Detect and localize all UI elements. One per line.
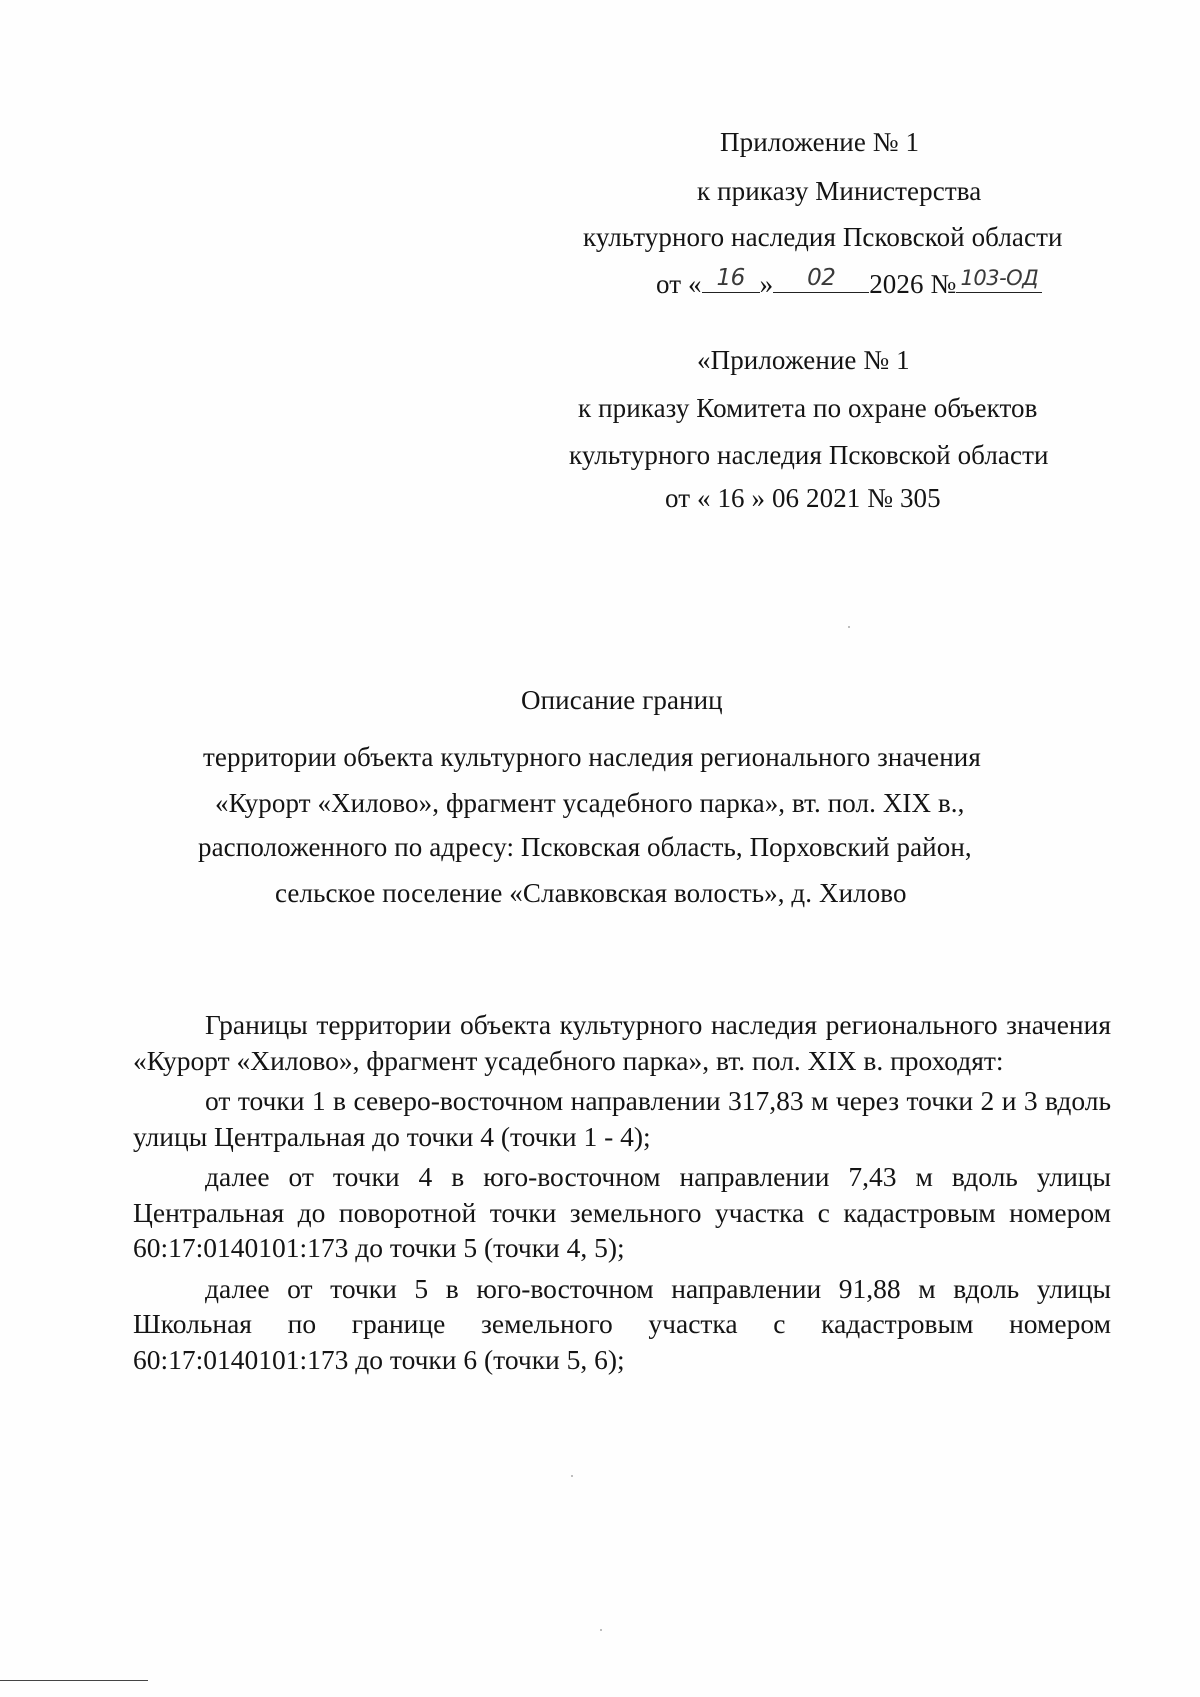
annex2-line1: «Приложение № 1 xyxy=(697,345,910,375)
annex1-year-no: 2026 № xyxy=(869,269,957,299)
annex1-date-line xyxy=(656,266,1042,300)
annex1-line2: к приказу Министерства xyxy=(697,176,982,206)
title-line1: Описание границ xyxy=(521,685,723,715)
annex1-date-prefix: от « xyxy=(656,269,702,299)
annex1-date-mid: » xyxy=(759,269,774,299)
scan-speck xyxy=(571,1475,573,1477)
body-text xyxy=(133,1007,1111,1377)
annex1-month-handwritten: 02 xyxy=(807,265,836,291)
annex2-line2: к приказу Комитета по охране объектов xyxy=(578,393,1038,423)
body-paragraph-2: далее от точки 4 в юго-восточном направлении 7,43 м вдоль улицы Центральная до поворотной точки земельного участка с кадастровым номером 60:17:0140101:173 до точки 5 (точки 4, 5); xyxy=(133,1161,1111,1263)
scan-speck xyxy=(848,626,850,628)
annex2-line3: культурного наследия Псковской области xyxy=(569,440,1049,470)
footnote-rule xyxy=(0,1680,148,1681)
annex2-line4: от « 16 » 06 2021 № 305 xyxy=(665,483,941,513)
scan-speck xyxy=(600,1629,602,1631)
annex1-day-field xyxy=(702,266,760,293)
title-line4: расположенного по адресу: Псковская область, Порховский район, xyxy=(198,832,972,862)
annex1-line3: культурного наследия Псковской области xyxy=(583,222,1063,252)
title-line3: «Курорт «Хилово», фрагмент усадебного парка», вт. пол. XIX в., xyxy=(215,788,965,818)
body-paragraph-3: далее от точки 5 в юго-восточном направлении 91,88 м вдоль улицы Школьная по границе земельного участка с кадастровым номером 60:17:0140101:173 до точки 6 (точки 5, 6); xyxy=(133,1272,1111,1375)
annex1-number-handwritten: 103-ОД xyxy=(960,266,1039,290)
title-line5: сельское поселение «Славковская волость», д. Хилово xyxy=(275,878,907,908)
annex1-number-field xyxy=(956,266,1042,293)
annex1-line1: Приложение № 1 xyxy=(720,127,920,157)
annex1-day-handwritten: 16 xyxy=(716,265,745,291)
body-intro-paragraph: Границы территории объекта культурного наследия регионального значения «Курорт «Хилово», фрагмент усадебного парка», вт. пол. XIX в. проходят: xyxy=(133,1009,1111,1076)
title-line2: территории объекта культурного наследия регионального значения xyxy=(203,742,981,772)
annex1-month-field xyxy=(773,266,869,293)
body-paragraph-1: от точки 1 в северо-восточном направлении 317,83 м через точки 2 и 3 вдоль улицы Центральная до точки 4 (точки 1 - 4); xyxy=(133,1085,1111,1152)
